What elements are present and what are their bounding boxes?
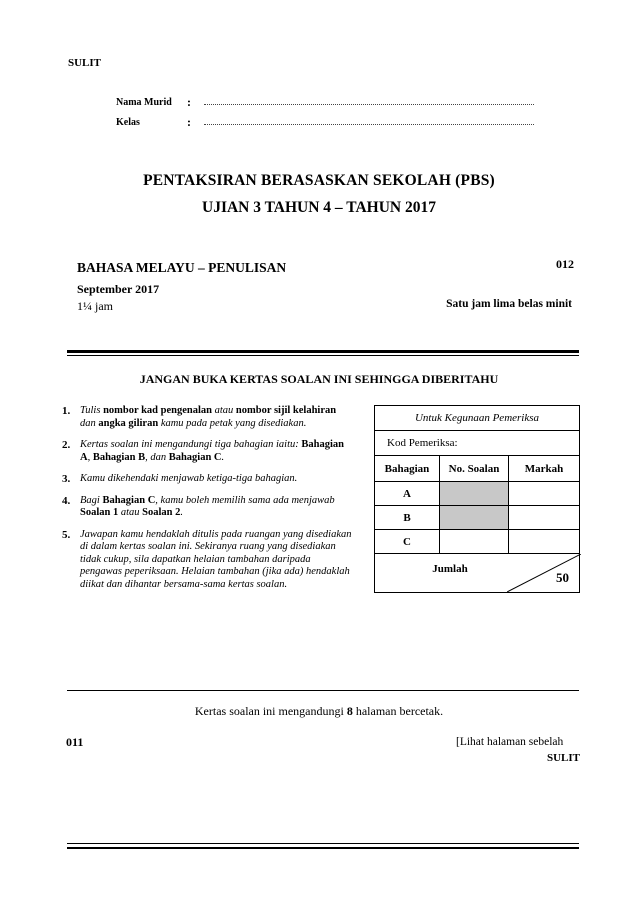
student-name-field[interactable] — [204, 104, 534, 105]
bottom-divider-thick — [67, 847, 579, 849]
instruction-text: Bagi — [80, 494, 103, 506]
column-header-section: Bahagian — [375, 456, 440, 482]
student-name-colon: : — [187, 95, 191, 109]
instruction-number: 1. — [62, 405, 71, 417]
footer-divider — [67, 690, 579, 691]
section-c-label: C — [375, 530, 440, 554]
section-a-question-cell — [440, 482, 509, 506]
instruction-text: Bahagian C — [168, 451, 222, 463]
section-c-marks-cell[interactable] — [509, 530, 580, 554]
instruction-number: 3. — [62, 473, 71, 485]
section-c-question-cell[interactable] — [440, 530, 509, 554]
instruction-text: Soalan 1 — [80, 507, 119, 518]
page-count-number: 8 — [346, 704, 353, 718]
divider-thin — [67, 355, 579, 356]
instruction-text: Tulis — [80, 405, 104, 416]
instruction-text: Kertas soalan ini mengandungi tiga bahagian iaitu: — [80, 439, 302, 450]
column-header-marks: Markah — [509, 456, 580, 482]
duration: 1¼ jam — [77, 299, 113, 313]
footer-classification: SULIT — [547, 752, 581, 764]
instruction-text: atau — [118, 507, 143, 518]
subject-title: BAHASA MELAYU – PENULISAN — [77, 260, 287, 275]
classification-label: SULIT — [68, 57, 102, 69]
section-a-marks-cell[interactable] — [509, 482, 580, 506]
examiner-code-field[interactable]: Kod Pemeriksa: — [375, 431, 580, 456]
instruction-item — [62, 529, 352, 592]
instruction-text: . — [180, 507, 184, 518]
section-b-marks-cell[interactable] — [509, 506, 580, 530]
warning-notice: JANGAN BUKA KERTAS SOALAN INI SEHINGGA DIBERITAHU — [139, 372, 499, 386]
instruction-text: Soalan 2 — [142, 507, 181, 518]
student-name-label: Nama Murid — [116, 97, 172, 108]
duration-words: Satu jam lima belas minit — [446, 298, 572, 310]
instruction-text: nombor sijil kelahiran — [235, 405, 337, 416]
examiner-table-title: Untuk Kegunaan Pemeriksa — [375, 406, 580, 431]
page-count-note — [0, 704, 638, 719]
exam-title: PENTAKSIRAN BERASASKAN SEKOLAH (PBS) — [143, 172, 495, 189]
instruction-text: dan — [80, 417, 99, 429]
instruction-number: 5. — [62, 528, 71, 541]
instruction-text: nombor kad pengenalan — [103, 405, 212, 416]
page-count-prefix: Kertas soalan ini mengandungi — [194, 704, 347, 718]
section-a-label: A — [375, 482, 440, 506]
examiner-table — [374, 405, 580, 593]
instruction-number: 4. — [62, 494, 71, 507]
instruction-text: , — [87, 451, 93, 463]
turn-over-note: [Lihat halaman sebelah — [456, 736, 564, 748]
class-label: Kelas — [116, 117, 140, 128]
instruction-text: atau — [212, 405, 236, 416]
footer-code: 011 — [66, 735, 84, 749]
column-header-question: No. Soalan — [440, 456, 509, 482]
class-colon: : — [187, 115, 191, 129]
instruction-text: Jawapan kamu hendaklah ditulis pada ruangan yang disediakan di dalam kertas soalan ini. Sekiranya ruang yang disediakan tidak cukup, sila dapatkan helaian tambahan daripada pengawas peperiksaan. Helaian tambahan (jika ada) hendaklah diikat dan dihantar bersama-sama kertas soalan. — [80, 528, 352, 590]
section-b-question-cell — [440, 506, 509, 530]
instruction-text: Kamu dikehendaki menjawab ketiga-tiga bahagian. — [80, 473, 298, 484]
instructions-list — [62, 405, 352, 600]
instruction-item — [62, 405, 352, 430]
bottom-divider-thin — [67, 843, 579, 844]
instruction-text: Bahagian A — [80, 439, 344, 463]
instruction-item — [62, 495, 352, 520]
total-diagonal — [507, 554, 581, 592]
section-b-label: B — [375, 506, 440, 530]
divider-thick — [67, 350, 579, 353]
class-field[interactable] — [204, 124, 534, 125]
instruction-text: kamu pada petak yang disediakan. — [158, 417, 307, 429]
instruction-item — [62, 439, 352, 464]
instruction-text: Bahagian C — [102, 494, 156, 506]
exam-month: September 2017 — [77, 282, 160, 296]
total-label: Jumlah — [432, 563, 468, 575]
exam-subtitle: UJIAN 3 TAHUN 4 – TAHUN 2017 — [202, 199, 436, 216]
instruction-text: . — [221, 451, 225, 463]
instruction-item — [62, 473, 352, 486]
instruction-text: , dan — [145, 451, 169, 463]
page-count-suffix: halaman bercetak. — [352, 704, 444, 718]
total-row — [375, 554, 580, 593]
instruction-text: angka giliran — [98, 417, 159, 429]
instruction-text: Bahagian B — [92, 451, 146, 463]
instruction-number: 2. — [62, 439, 71, 451]
paper-code: 012 — [556, 257, 574, 271]
total-max-marks: 50 — [556, 570, 569, 585]
instruction-text: , kamu boleh memilih sama ada menjawab — [155, 494, 335, 506]
